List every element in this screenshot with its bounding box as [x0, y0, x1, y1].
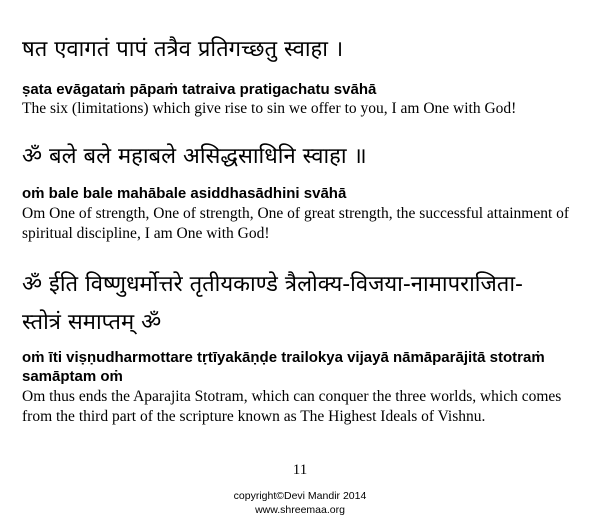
verse-2-devanagari [22, 141, 590, 173]
verse-3-translation: Om thus ends the Aparajita Stotram, which can conquer the three worlds, which comes from the third part of the scripture known as The Highest Ideals of Vishnu. [22, 388, 562, 425]
verse-2-translation: Om One of strength, One of strength, One of great strength, the successful attainment of spiritual discipline, I am One with God! [22, 205, 570, 242]
verse-1-devanagari [22, 34, 590, 66]
footer-copyright: copyright©Devi Mandir 2014 [233, 490, 367, 502]
verse-2-devanagari-line: ॐ बले बले महाबले असिद्धसाधिनि स्वाहा ॥ [22, 144, 367, 169]
verse-1-transliteration: ṣata evāgataṁ pāpaṁ tatraiva pratigachatu svāhā [22, 81, 377, 98]
verse-3-devanagari-line-1: ॐ ईति विष्णुधर्मोत्तरे तृतीयकाण्डे त्रैलोक्य-विजया-नामापराजिता- [22, 272, 523, 297]
verse-3-devanagari [22, 266, 590, 342]
footer-website: www.shreemaa.org [255, 504, 345, 516]
verse-1-translation: The six (limitations) which give rise to sin we offer to you, I am One with God! [22, 100, 517, 117]
verse-3-transliteration: oṁ īti viṣṇudharmottare tṛtīyakāṇḍe trailokya vijayā nāmāparājitā stotraṁ samāptam oṁ [22, 349, 545, 385]
verse-2-transliteration: oṁ bale bale mahābale asiddhasādhini svāhā [22, 185, 347, 202]
verse-3-devanagari-line-2: स्तोत्रं समाप्तम् ॐ [22, 310, 162, 335]
verse-1-devanagari-line: षत एवागतं पापं तत्रैव प्रतिगच्छतु स्वाहा । [22, 37, 344, 62]
page-number: 11 [292, 462, 308, 478]
